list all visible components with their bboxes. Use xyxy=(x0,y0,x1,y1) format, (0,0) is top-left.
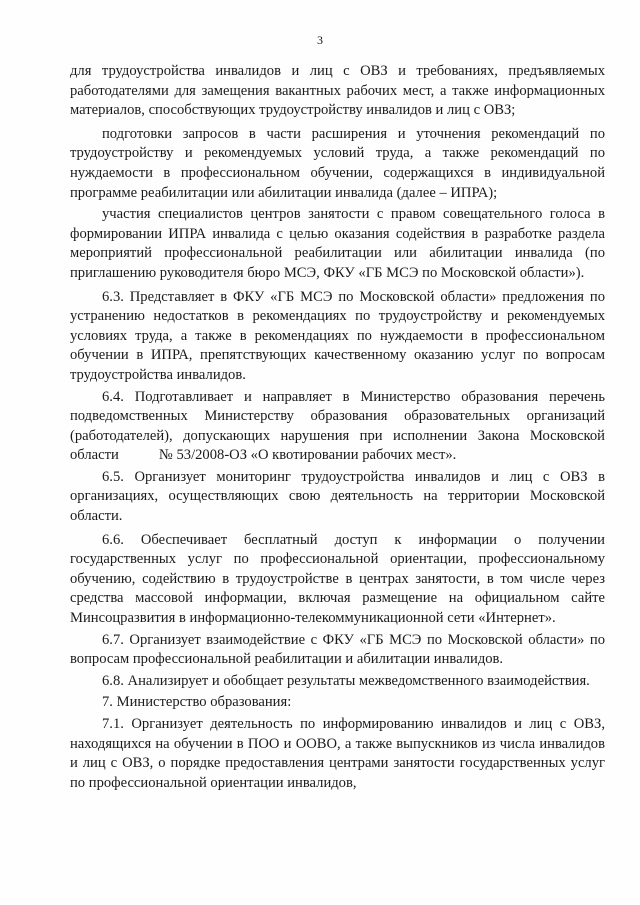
paragraph-specialists: участия специалистов центров занятости с правом совещательного голоса в формировании ИПРА инвалида с целью оказания содействия в разработке раздела мероприятий профессиональной реабилитации или абилитации инвалида (по приглашению руководителя бюро МСЭ, ФКУ «ГБ МСЭ по Московской области»). xyxy=(70,206,609,281)
paragraph-6-6: 6.6. Обеспечивает бесплатный доступ к информации о получении государственных услуг по профессиональной ориентации, профессиональному обучению, содействию в трудоустройстве в центрах занятости, в том числе через средства массовой информации, включая размещение на официальном сайте Минсоцразвития в информационно-телекоммуникационной сети «Интернет». xyxy=(70,531,609,627)
paragraph-6-3: 6.3. Представляет в ФКУ «ГБ МСЭ по Московской области» предложения по устранению недостатков в рекомендациях по трудоустройству и рекомендуемых условиях труда, а также в рекомендациях по нуждаемости в профессиональном обучении в ИПРА, препятствующих качественному оказанию услуг по вопросам трудоустройства инвалидов. xyxy=(70,288,609,383)
paragraph-6-7: 6.7. Организует взаимодействие с ФКУ «ГБ МСЭ по Московской области» по вопросам профессиональной реабилитации и абилитации инвалидов. xyxy=(70,631,609,668)
section-7-heading: 7. Министерство образования: xyxy=(102,694,292,711)
paragraph-requests: подготовки запросов в части расширения и уточнения рекомендаций по трудоустройству и рекомендуемых условий труда, а также рекомендаций по нуждаемости в профессиональном обучении, содержащихся в индивидуальной программе реабилитации или абилитации инвалида (далее – ИПРА); xyxy=(70,125,609,201)
paragraph-continuation: для трудоустройства инвалидов и лиц с ОВЗ и требованиях, предъявляемых работодателями для замещения вакантных рабочих мест, а также информационных материалов, способствующих трудоустройству инвалидов и лиц с ОВЗ; xyxy=(70,63,609,119)
page-number: 3 xyxy=(317,33,323,47)
paragraph-6-8: 6.8. Анализирует и обобщает результаты межведомственного взаимодействия. xyxy=(102,672,590,689)
paragraph-6-5: 6.5. Организует мониторинг трудоустройства инвалидов и лиц с ОВЗ в организациях, осуществляющих свою деятельность на территории Московской области. xyxy=(70,468,609,525)
document-body xyxy=(70,62,609,793)
paragraph-7-1: 7.1. Организует деятельность по информированию инвалидов и лиц с ОВЗ, находящихся на обучении в ПОО и ООВО, а также выпускников из числа инвалидов и лиц с ОВЗ, о порядке предоставления центрами занятости государственных услуг по профессиональной ориентации инвалидов, xyxy=(70,716,609,791)
paragraph-6-4: 6.4. Подготавливает и направляет в Министерство образования перечень подведомственных Министерству образования образовательных организаций (работодателей), допускающих нарушения при исполнении Закона Московской области № 53/2008-ОЗ «О квотировании рабочих мест». xyxy=(70,388,609,464)
